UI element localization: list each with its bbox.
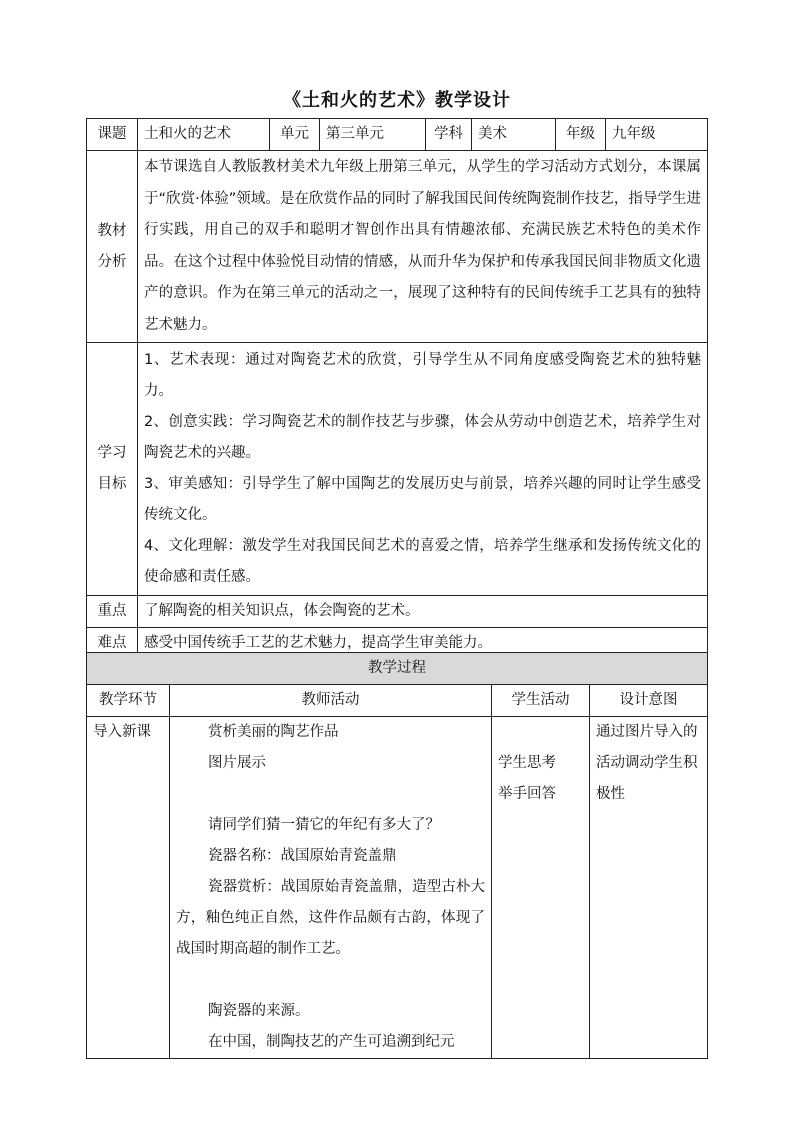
unit-label: 单元: [270, 119, 320, 151]
key-point-text: 了解陶瓷的相关知识点，体会陶瓷的艺术。: [138, 596, 708, 628]
student-line: 学生思考: [498, 755, 556, 771]
course-label: 课题: [87, 119, 138, 151]
analysis-row: [87, 151, 708, 343]
analysis-label: [87, 151, 138, 343]
header-teacher: 教师活动: [170, 685, 492, 717]
teacher-line: 图片展示: [208, 755, 266, 771]
objectives-row: [87, 343, 708, 596]
key-point-row: [87, 596, 708, 628]
process-title: 教学过程: [87, 653, 708, 685]
objective-item: 1、艺术表现：通过对陶瓷艺术的欣赏，引导学生从不同角度感受陶瓷艺术的独特魅力。: [144, 352, 701, 399]
key-point-label: 重点: [87, 596, 138, 628]
difficulty-text: 感受中国传统手工艺的艺术魅力，提高学生审美能力。: [138, 628, 708, 660]
subject-label: 学科: [426, 119, 472, 151]
header-stage: 教学环节: [87, 685, 170, 717]
analysis-label-line-1: 教材: [97, 222, 127, 239]
stage-cell: 导入新课: [87, 717, 170, 1059]
student-activity: [492, 717, 590, 1059]
spacer: [498, 717, 583, 748]
teacher-line: 赏析美丽的陶艺作品: [208, 724, 339, 740]
process-header-row: [87, 685, 708, 717]
page-title: 《土和火的艺术》教学设计: [283, 90, 511, 111]
header-student: 学生活动: [492, 685, 590, 717]
subject-value: 美术: [472, 119, 556, 151]
info-table: [86, 118, 708, 660]
design-intent: 通过图片导入的活动调动学生积极性: [590, 717, 708, 1059]
process-title-row: [87, 653, 708, 685]
objectives-label-line-1: 学习: [97, 445, 127, 461]
objectives-label: [87, 343, 138, 596]
objective-item: 4、文化理解：激发学生对我国民间艺术的喜爱之情，培养学生继承和发扬传统文化的使命感和责任感。: [144, 538, 701, 585]
teacher-line: 瓷器赏析：战国原始青瓷盖鼎，造型古朴大方，釉色纯正自然，这件作品颇有古韵，体现了战国时期高超的制作工艺。: [176, 879, 485, 957]
process-table: [86, 652, 708, 1059]
unit-value: 第三单元: [320, 119, 426, 151]
objective-item: 3、审美感知：引导学生了解中国陶艺的发展历史与前景，培养兴趣的同时让学生感受传统文化。: [144, 476, 701, 523]
grade-value: 九年级: [606, 119, 708, 151]
analysis-label-line-2: 分析: [97, 253, 127, 270]
analysis-text: 本节课选自人教版教材美术九年级上册第三单元，从学生的学习活动方式划分，本课属于“欣赏·体验”领域。是在欣赏作品的同时了解我国民间传统陶瓷制作技艺，指导学生进行实践，用自己的双手和聪明才智创作出具有情趣浓郁、充满民族艺术特色的美术作品。在这个过程中体验悦目动情的情感，从而升华为保护和传承我国民间非物质文化遗产的意识。作为在第三单元的活动之一，展现了这种特有的民间传统手工艺具有的独特艺术魅力。: [138, 151, 708, 343]
difficulty-label: 难点: [87, 628, 138, 660]
teacher-line: 请同学们猜一猜它的年纪有多大了？: [208, 817, 440, 833]
header-intent: 设计意图: [590, 685, 708, 717]
course-row: [87, 119, 708, 151]
spacer: [176, 965, 485, 996]
teacher-line: 陶瓷器的来源。: [208, 1003, 310, 1019]
teacher-activity: [170, 717, 492, 1059]
spacer: [176, 779, 485, 810]
objectives-list: [138, 343, 708, 596]
teacher-line: 瓷器名称：战国原始青瓷盖鼎: [208, 848, 397, 864]
course-value: 土和火的艺术: [138, 119, 270, 151]
objectives-label-line-2: 目标: [97, 476, 127, 492]
teacher-line: 在中国，制陶技艺的产生可追溯到纪元: [208, 1034, 455, 1050]
objective-item: 2、创意实践：学习陶瓷艺术的制作技艺与步骤，体会从劳动中创造艺术，培养学生对陶瓷艺术的兴趣。: [144, 414, 701, 461]
grade-label: 年级: [556, 119, 606, 151]
process-row: [87, 717, 708, 1059]
student-line: 举手回答: [498, 786, 556, 802]
